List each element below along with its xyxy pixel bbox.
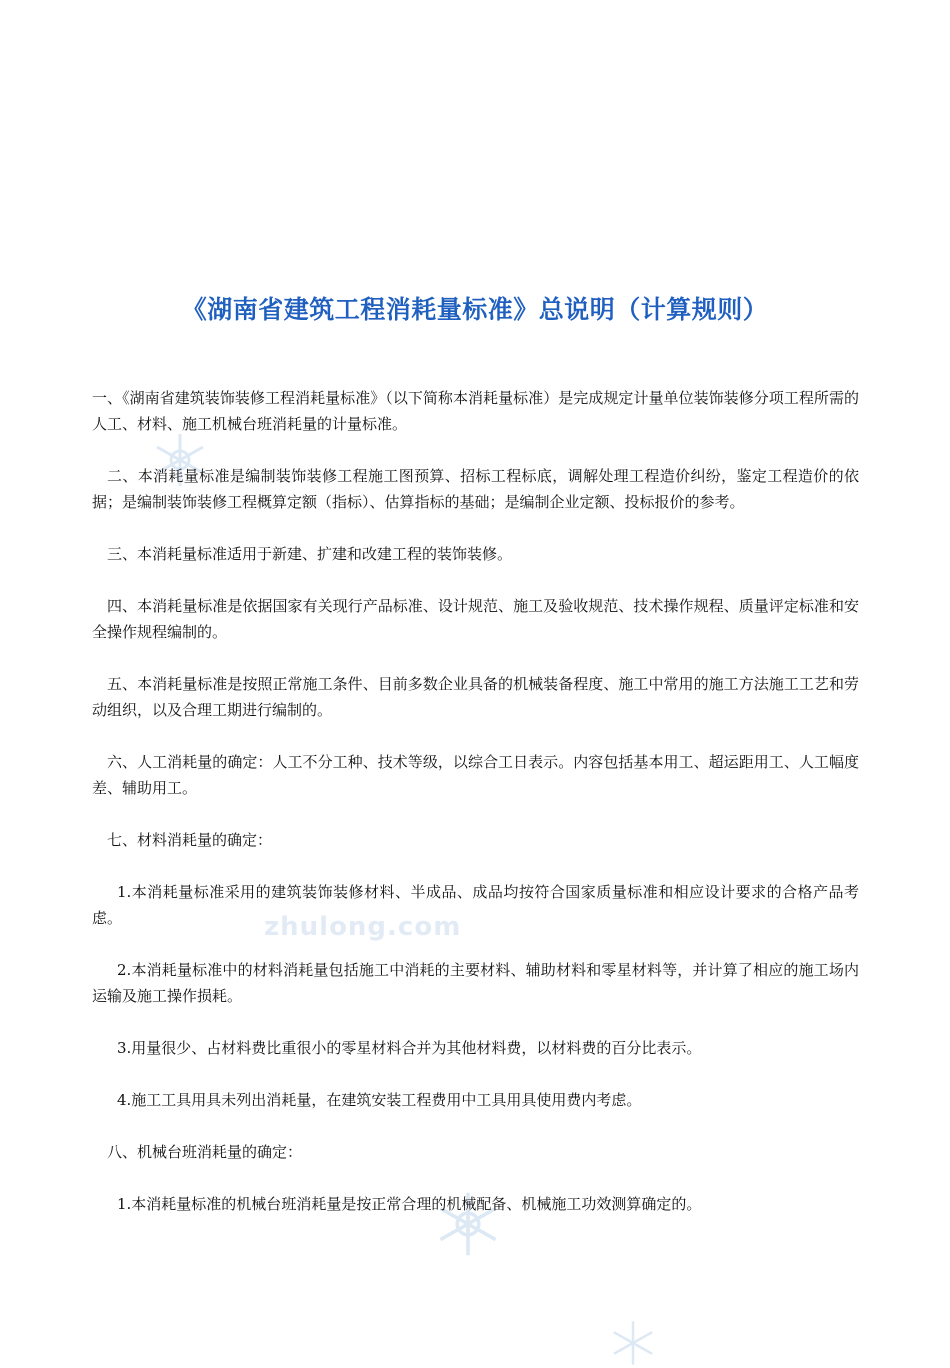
paragraph: 六、人工消耗量的确定：人工不分工种、技术等级，以综合工日表示。内容包括基本用工、超运距用工、人工幅度差、辅助用工。	[92, 753, 859, 797]
paragraph: 二、本消耗量标准是编制装饰装修工程施工图预算、招标工程标底，调解处理工程造价纠纷，鉴定工程造价的依据；是编制装饰装修工程概算定额（指标）、估算指标的基础；是编制企业定额、投标报价的参考。	[92, 467, 859, 511]
paragraph: 4.施工工具用具未列出消耗量，在建筑安装工程费用中工具用具使用费内考虑。	[117, 1091, 642, 1109]
paragraph: 四、本消耗量标准是依据国家有关现行产品标准、设计规范、施工及验收规范、技术操作规程、质量评定标准和安全操作规程编制的。	[92, 597, 859, 641]
document-body	[92, 385, 859, 1243]
paragraph: 三、本消耗量标准适用于新建、扩建和改建工程的装饰装修。	[107, 545, 513, 563]
paragraph: 2.本消耗量标准中的材料消耗量包括施工中消耗的主要材料、辅助材料和零星材料等，并计算了相应的施工场内运输及施工操作损耗。	[92, 961, 859, 1005]
watermark-text: zhulong.com	[264, 912, 462, 942]
paragraph: 1.本消耗量标准的机械台班消耗量是按正常合理的机械配备、机械施工功效测算确定的。	[117, 1195, 702, 1213]
document-title: 《湖南省建筑工程消耗量标准》总说明（计算规则）	[181, 295, 769, 324]
paragraph: 五、本消耗量标准是按照正常施工条件、目前多数企业具备的机械装备程度、施工中常用的施工方法施工工艺和劳动组织，以及合理工期进行编制的。	[92, 675, 859, 719]
paragraph: 七、材料消耗量的确定：	[107, 831, 273, 849]
paragraph: 一、《湖南省建筑装饰装修工程消耗量标准》（以下简称本消耗量标准）是完成规定计量单位装饰装修分项工程所需的人工、材料、施工机械台班消耗量的计量标准。	[92, 389, 859, 433]
paragraph: 八、机械台班消耗量的确定：	[107, 1143, 303, 1161]
snowflake-icon	[608, 1318, 658, 1368]
paragraph: 3.用量很少、占材料费比重很小的零星材料合并为其他材料费，以材料费的百分比表示。	[117, 1039, 702, 1057]
paragraph: 1.本消耗量标准采用的建筑装饰装修材料、半成品、成品均按符合国家质量标准和相应设计要求的合格产品考虑。	[92, 883, 859, 927]
